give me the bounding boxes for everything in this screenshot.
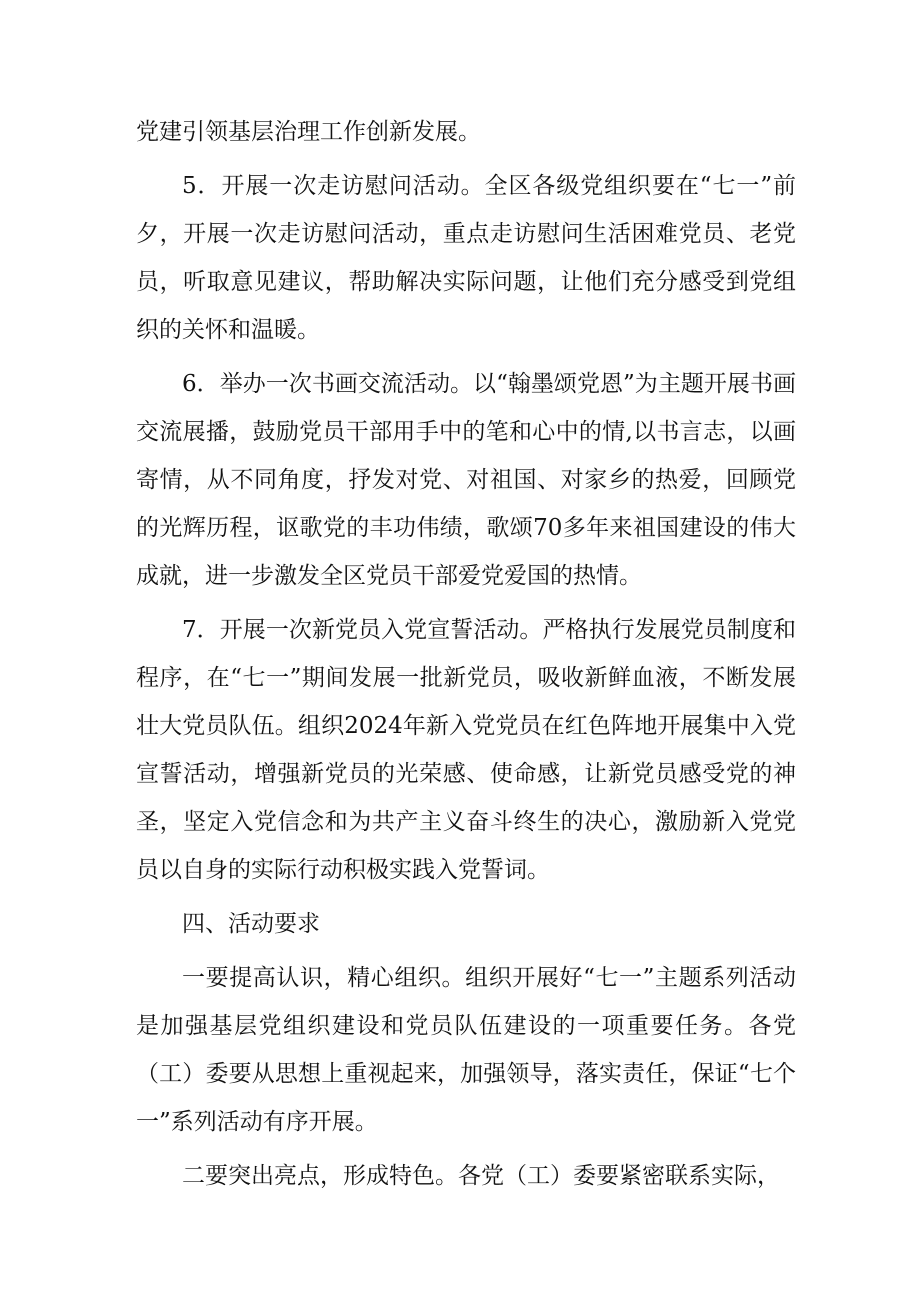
paragraph-requirement-2: 二要突出亮点，形成特色。各党（工）委要紧密联系实际， <box>182 1163 780 1189</box>
paragraph-requirement-1: 一要提高认识，精心组织。组织开展好“七一”主题系列活动是加强基层党组织建设和党员队伍建设的一项重要任务。各党（工）委要从思想上重视起来，加强领导，落实责任，保证“七个一”系列活动有序开展。 <box>136 965 796 1135</box>
document-body <box>136 108 796 1206</box>
paragraph-item-5: 5．开展一次走访慰问活动。全区各级党组织要在“七一”前夕，开展一次走访慰问活动，重点走访慰问生活困难党员、老党员，听取意见建议，帮助解决实际问题，让他们充分感受到党组织的关怀和温暖。 <box>136 173 796 343</box>
paragraph-item-6: 6．举办一次书画交流活动。以“翰墨颂党恩”为主题开展书画交流展播，鼓励党员干部用手中的笔和心中的情,以书言志，以画寄情，从不同角度，抒发对党、对祖国、对家乡的热爱，回顾党的光辉历程，讴歌党的丰功伟绩，歌颂70多年来祖国建设的伟大成就，进一步激发全区党员干部爱党爱国的热情。 <box>136 371 796 589</box>
section-heading-requirements: 四、活动要求 <box>182 911 320 937</box>
paragraph-item-7: 7．开展一次新党员入党宣誓活动。严格执行发展党员制度和程序，在“七一”期间发展一批新党员，吸收新鲜血液，不断发展壮大党员队伍。组织2024年新入党党员在红色阵地开展集中入党宣誓活动，增强新党员的光荣感、使命感，让新党员感受党的神圣，坚定入党信念和为共产主义奋斗终生的决心，激励新入党党员以自身的实际行动积极实践入党誓词。 <box>136 617 796 883</box>
paragraph-continuation: 党建引领基层治理工作创新发展。 <box>136 119 481 145</box>
